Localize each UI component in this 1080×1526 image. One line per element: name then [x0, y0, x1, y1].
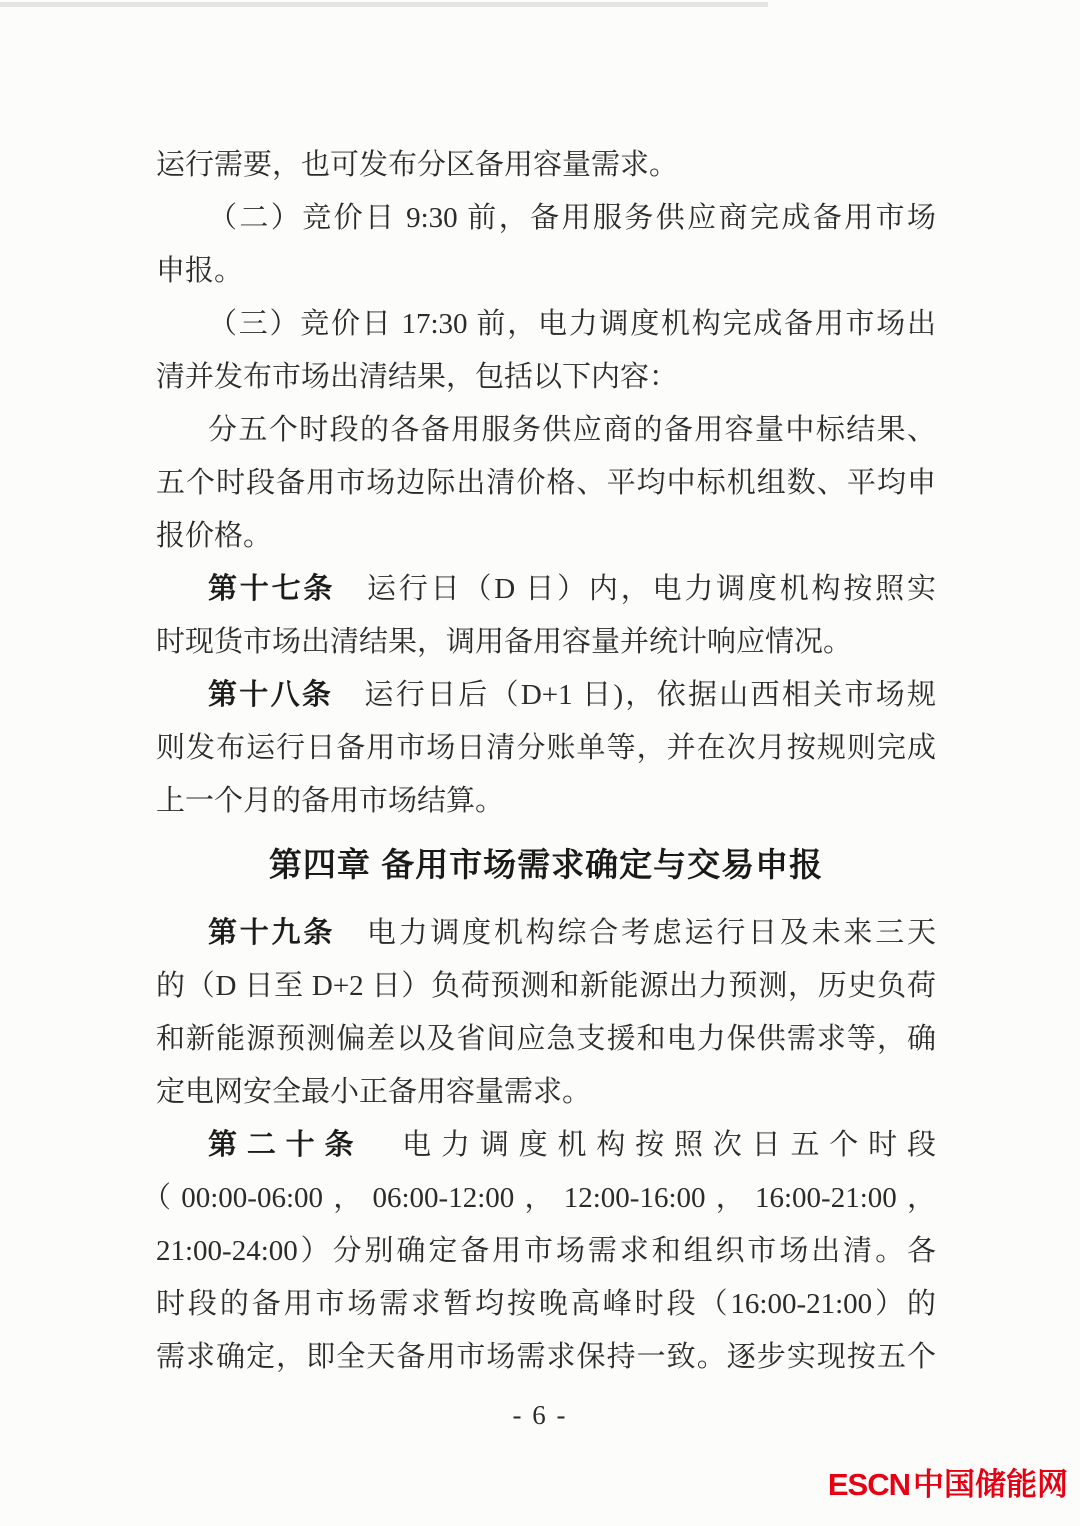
text-line — [156, 563, 936, 616]
chapter-heading — [156, 838, 936, 891]
text-line — [156, 245, 936, 298]
text-line — [156, 669, 936, 722]
text-run: 上一个月的备用市场结算。 — [156, 785, 505, 817]
text-line — [156, 907, 936, 960]
text-line — [156, 960, 936, 1013]
text-run: 时现货市场出清结果，调用备用容量并统计响应情况。 — [156, 626, 853, 658]
text-line — [156, 1119, 936, 1172]
text-run: 运行需要，也可发布分区备用容量需求。 — [156, 149, 679, 181]
text-line — [156, 1331, 936, 1384]
text-line — [156, 775, 936, 828]
scan-artifact-line — [0, 2, 768, 7]
text-line — [156, 510, 936, 563]
text-line — [156, 1225, 936, 1278]
text-line — [156, 192, 936, 245]
text-run: 运行日（D 日）内，电力调度机构按照实 — [335, 573, 936, 605]
text-line — [156, 351, 936, 404]
text-run: （二）竞价日 9:30 前，备用服务供应商完成备用市场 — [208, 202, 936, 234]
text-run: 电力调度机构综合考虑运行日及未来三天 — [335, 917, 936, 949]
escn-logo-cjk-text: 中国储能网 — [913, 1467, 1068, 1502]
article-number-text: 第二十条 — [208, 1129, 364, 1161]
text-run: 五个时段备用市场边际出清价格、平均中标机组数、平均申 — [156, 467, 936, 499]
text-run: 需求确定，即全天备用市场需求保持一致。逐步实现按五个 — [156, 1341, 936, 1373]
escn-logo-latin-text: ESCN — [827, 1467, 910, 1502]
text-line — [156, 298, 936, 351]
text-run: 清并发布市场出清结果，包括以下内容： — [156, 361, 679, 393]
text-line — [156, 1013, 936, 1066]
text-line — [156, 457, 936, 510]
article-number-text: 第十八条 — [208, 679, 334, 711]
text-run: 电力调度机构按照次日五个时段 — [363, 1129, 936, 1161]
article-number-text: 第四章 备用市场需求确定与交易申报 — [268, 846, 824, 883]
page-number: - 6 - — [512, 1400, 568, 1430]
article-number-text: 第十七条 — [208, 573, 336, 605]
text-run: （00:00-06:00，06:00-12:00，12:00-16:00，16:00-21:00， — [142, 1182, 936, 1214]
text-line — [156, 1066, 936, 1119]
text-run: 报价格。 — [156, 520, 273, 552]
text-run: 和新能源预测偏差以及省间应急支援和电力保供需求等，确 — [156, 1023, 936, 1055]
document-body — [142, 139, 936, 1384]
article-number-text: 第十九条 — [208, 917, 336, 949]
text-line — [156, 616, 936, 669]
text-run: （三）竞价日 17:30 前，电力调度机构完成备用市场出 — [208, 308, 936, 340]
text-line — [156, 722, 936, 775]
text-run: 的（D 日至 D+2 日）负荷预测和新能源出力预测，历史负荷 — [156, 970, 936, 1002]
text-line — [156, 404, 936, 457]
text-run: 定电网安全最小正备用容量需求。 — [156, 1076, 592, 1108]
text-run: 运行日后（D+1 日)，依据山西相关市场规 — [333, 679, 936, 711]
text-run: 申报。 — [156, 255, 244, 287]
text-run: 21:00-24:00）分别确定备用市场需求和组织市场出清。各 — [156, 1235, 936, 1267]
text-run: 时段的备用市场需求暂均按晚高峰时段（16:00-21:00）的 — [156, 1288, 936, 1320]
escn-watermark-logo — [828, 1468, 1068, 1502]
text-line — [156, 139, 936, 192]
text-line — [142, 1172, 936, 1225]
text-run: 则发布运行日备用市场日清分账单等，并在次月按规则完成 — [156, 732, 936, 764]
text-run: 分五个时段的各备用服务供应商的备用容量中标结果、 — [208, 414, 936, 446]
text-line — [156, 1278, 936, 1331]
